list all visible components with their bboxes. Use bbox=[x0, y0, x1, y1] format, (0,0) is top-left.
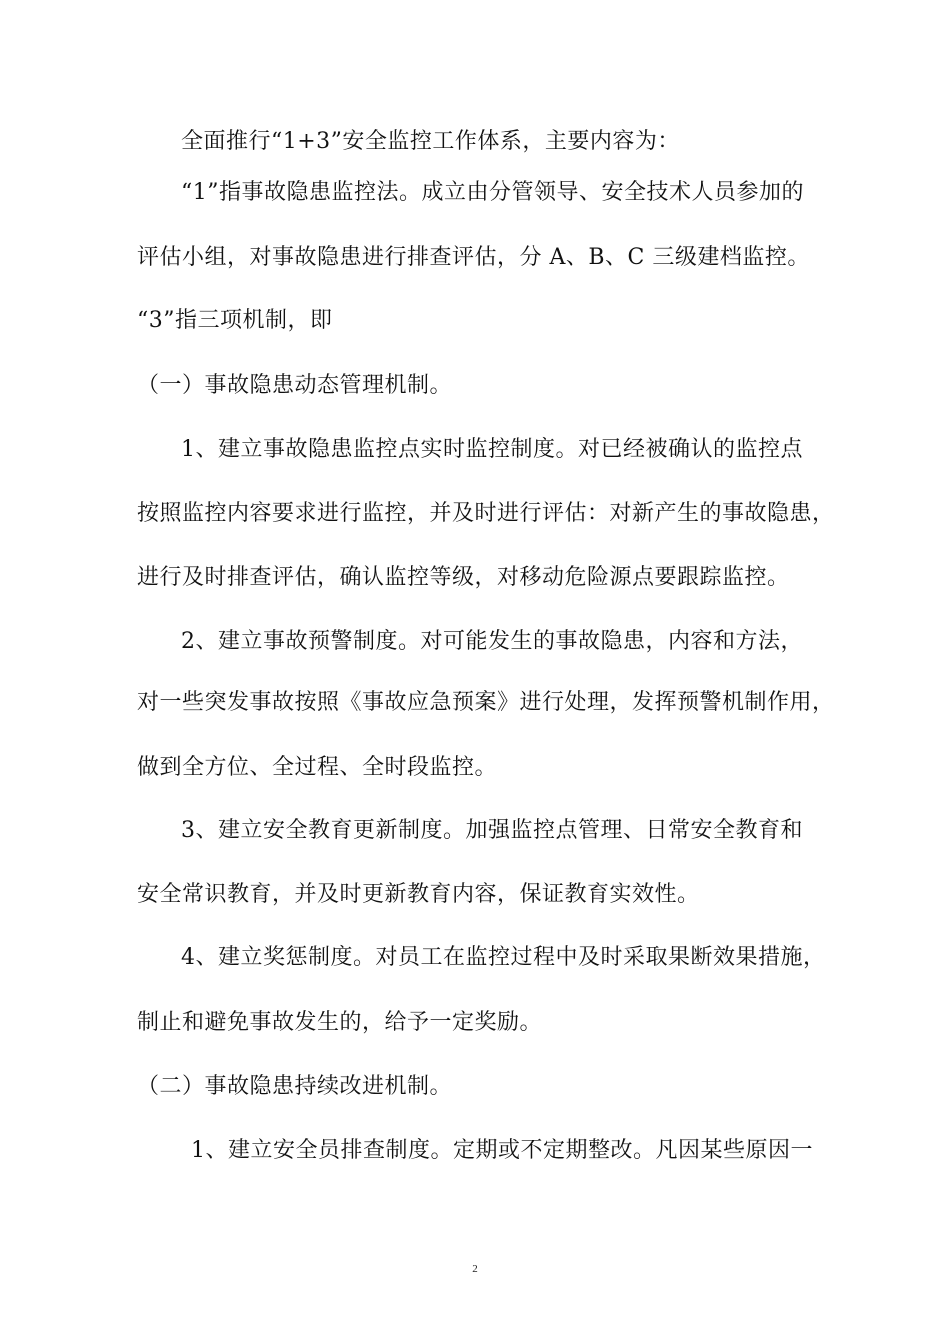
section-heading-2: （二）事故隐患持续改进机制。 bbox=[137, 1074, 453, 1099]
paragraph-1-line-1: “1”指事故隐患监控法。成立由分管领导、安全技术人员参加的 bbox=[181, 180, 804, 205]
item-2-line-1: 2、建立事故预警制度。对可能发生的事故隐患，内容和方法， bbox=[181, 629, 803, 654]
item-3-line-2: 安全常识教育，并及时更新教育内容，保证教育实效性。 bbox=[137, 882, 700, 907]
item-1-line-3: 进行及时排查评估，确认监控等级，对移动危险源点要跟踪监控。 bbox=[137, 565, 790, 590]
item-4-line-1: 4、建立奖惩制度。对员工在监控过程中及时采取果断效果措施， bbox=[181, 945, 826, 970]
paragraph-3-heading: “3”指三项机制，即 bbox=[137, 308, 333, 333]
paragraph-intro: 全面推行“1+3”安全监控工作体系，主要内容为： bbox=[181, 129, 680, 154]
item-2-line-3: 做到全方位、全过程、全时段监控。 bbox=[137, 755, 498, 780]
item-2-line-2: 对一些突发事故按照《事故应急预案》进行处理，发挥预警机制作用， bbox=[137, 690, 835, 715]
page-number: 2 bbox=[472, 1263, 478, 1275]
item-3-line-1: 3、建立安全教育更新制度。加强监控点管理、日常安全教育和 bbox=[181, 818, 803, 843]
section-heading-1: （一）事故隐患动态管理机制。 bbox=[137, 373, 453, 398]
section-2-item-1-line-1: 1、建立安全员排查制度。定期或不定期整改。凡因某些原因一 bbox=[191, 1138, 813, 1163]
item-1-line-1: 1、建立事故隐患监控点实时监控制度。对已经被确认的监控点 bbox=[181, 437, 803, 462]
item-4-line-2: 制止和避免事故发生的，给予一定奖励。 bbox=[137, 1010, 543, 1035]
paragraph-1-line-2: 评估小组，对事故隐患进行排查评估，分 A、B、C 三级建档监控。 bbox=[137, 245, 810, 270]
item-1-line-2: 按照监控内容要求进行监控，并及时进行评估：对新产生的事故隐患， bbox=[137, 501, 835, 526]
